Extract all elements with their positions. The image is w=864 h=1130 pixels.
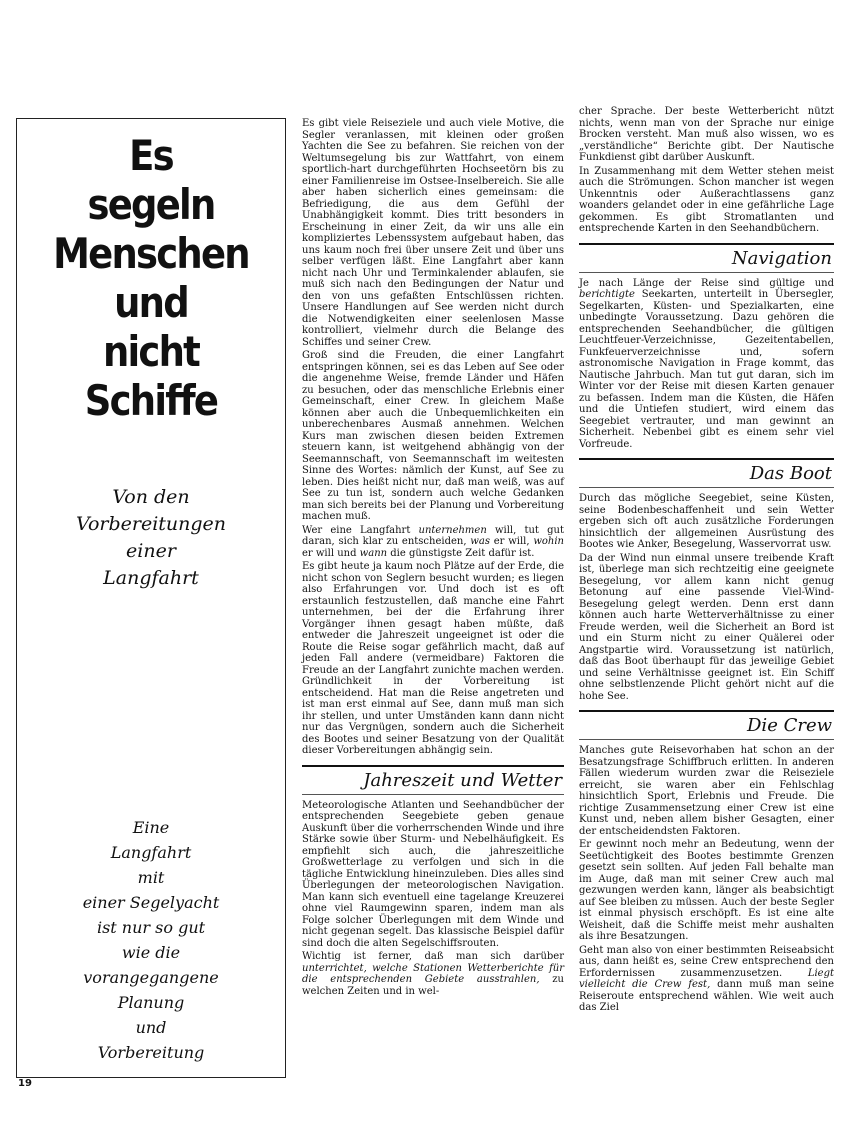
article-column-1 xyxy=(302,118,564,999)
subtitle-line: Vorbereitungen xyxy=(75,513,227,535)
quote-line: Planung xyxy=(117,993,185,1012)
paragraph: Je nach Länge der Reise sind gültige und berichtigte Seekarten, unterteilt in Übersegler, Segelkarten, Küsten- und Spezialkarten, eine unbedingte Voraussetzung. Dazu gehören die entsprechenden Seehandbücher, die gültigen Leuchtfeuer-Verzeichnisse, Gezeitentabellen, Funkfeuerverzeichnisse und, sofern astronomische Navigation in Frage kommt, das Nautische Jahrbuch. Man tut gut daran, sich im Winter vor der Reise mit diesen Karten genauer zu befassen. Indem man die Küsten, die Häfen und die Untiefen studiert, wird einem das Seegebiet vertrauter, und man gewinnt an Sicherheit. Nebenbei gibt es einem sehr viel Vorfreude. xyxy=(579,277,834,450)
headline-line: Schiffe xyxy=(84,376,218,425)
paragraph: Meteorologische Atlanten und Seehandbücher der entsprechenden Seegebiete geben genaue Auskunft über die vorherrschenden Winde und ihre Stärke sowie über Sturm- und Nebelhäufigkeit. Es empfiehlt sich auch, die jahreszeitliche Großwetterlage zu verfolgen und sich in die tägliche Entwicklung hineinzuleben. Dies alles sind Überlegungen der meteorologischen Navigation. Man kann sich eventuell eine tagelange Kreuzerei ohne viel Raumgewinn sparen, indem man als Folge solcher Überlegungen mit dem Winde und nicht gegenan segelt. Das klassische Beispiel dafür sind doch die alten Segelschiffsrouten. xyxy=(302,799,564,949)
paragraph: cher Sprache. Der beste Wetterbericht nützt nichts, wenn man von der Sprache nur einige Brocken versteht. Man muß also wissen, wo es „verständliche“ Berichte gibt. Der Nautische Funkdienst gibt darüber Auskunft. xyxy=(579,106,834,163)
paragraph: Durch das mögliche Seegebiet, seine Küsten, seine Bodenbeschaffenheit und sein Wetter ergeben sich oft auch zusätzliche Forderungen hinsichtlich der allgemeinen Ausrüstung des Bootes wie Anker, Besegelung, Wasservorrat usw. xyxy=(579,493,834,550)
section-heading-crew: Die Crew xyxy=(579,710,834,740)
page-number: 19 xyxy=(18,1078,32,1089)
quote-line: Eine xyxy=(132,818,170,837)
quote-line: vorangegangene xyxy=(83,968,219,987)
subtitle-line: Von den xyxy=(112,486,190,508)
headline-line: und xyxy=(114,278,188,327)
paragraph: Es gibt heute ja kaum noch Plätze auf der Erde, die nicht schon von Seglern besucht wurden; es liegen also Erfahrungen vor. Und doch ist es oft erstaunlich festzustellen, daß manche eine Fahrt unternehmen, bei der die Erfahrung ihrer Vorgänger ihnen gesagt haben müßte, daß entweder die Jahreszeit ungeeignet ist oder die Route die Reise sogar gefährlich macht, daß auf jeden Fall andere (vermeidbare) Faktoren die Freude an der Langfahrt zunichte machen werden. Gründlichkeit in der Vorbereitung ist entscheidend. Hat man die Reise angetreten und ist man erst einmal auf See, dann muß man sich ihr stellen, und unter Umständen kann dann nicht nur das Vergnügen, sondern auch die Sicherheit des Bootes und seiner Besatzung von der Qualität dieser Vorbereitungen abhängig sein. xyxy=(302,561,564,756)
section-heading-jahreszeit: Jahreszeit und Wetter xyxy=(302,765,564,795)
article-column-2 xyxy=(579,106,834,1016)
paragraph: Wer eine Langfahrt unternehmen will, tut gut daran, sich klar zu entscheiden, was er will, wohin er will und wann die günstigste Zeit dafür ist. xyxy=(302,524,564,559)
paragraph: In Zusammenhang mit dem Wetter stehen meist auch die Strömungen. Schon mancher ist wegen Unkenntnis oder Außerachtlassens ganz woanders gelandet oder in eine gefährliche Lage gekommen. Es gibt Stromatlanten und entsprechende Karten in den Seehandbüchern. xyxy=(579,165,834,234)
headline-line: segeln xyxy=(87,180,215,229)
quote-line: Vorbereitung xyxy=(97,1043,205,1062)
quote-line: Langfahrt xyxy=(110,843,192,862)
subtitle xyxy=(17,484,285,592)
title-box xyxy=(16,118,286,1078)
headline xyxy=(33,131,269,425)
paragraph: Es gibt viele Reiseziele und auch viele Motive, die Segler veranlassen, mit kleinen oder großen Yachten die See zu befahren. Sie reichen von der Weltumsegelung bis zur Wattfahrt, von einem sportlich-hart durchgeführten Hochseetörn bis zu einer Familienreise im Ostsee-Inselbereich. Sie alle aber haben sicherlich eines gemeinsam: die Befriedigung, die aus dem Gefühl der Unabhängigkeit kommt. Dies tritt besonders in Erscheinung in einer Zeit, da wir uns alle ein kompliziertes Lebenssystem aufgebaut haben, das uns kaum noch frei über unsere Zeit und über uns selber verfügen läßt. Eine Langfahrt aber kann nicht nach Uhr und Terminkalender ablaufen, sie muß sich nach den Bedingungen der Natur und den von uns gefaßten Entschlüssen richten. Unsere Handlungen auf See werden nicht durch die Notwendigkeiten einer seelenlosen Masse kontrolliert, vielmehr durch die Belange des Schiffes und seiner Crew. xyxy=(302,118,564,348)
paragraph: Wichtig ist ferner, daß man sich darüber unterrichtet, welche Stationen Wetterberichte für die entsprechenden Gebiete ausstrahlen, zu welchen Zeiten und in wel- xyxy=(302,951,564,997)
paragraph: Groß sind die Freuden, die einer Langfahrt entspringen können, sei es das Leben auf See oder die angenehme Weise, fremde Länder und Häfen zu besuchen, oder das menschliche Erlebnis einer Gemeinschaft, einer Crew. In gleichem Maße können aber auch die Unbequemlichkeiten ein unberechenbares Ausmaß annehmen. Welchen Kurs man zwischen diesen beiden Extremen steuern kann, ist weitgehend abhängig von der Seemannschaft, von Seemannschaft im weitesten Sinne des Wortes: nämlich der Kunst, auf See zu leben. Dies heißt nicht nur, daß man weiß, was auf See zu tun ist, sondern auch welche Gedanken man sich bereits bei der Planung und Vorbereitung machen muß. xyxy=(302,350,564,522)
headline-line: nicht xyxy=(102,327,200,376)
quote-line: wie die xyxy=(121,943,181,962)
quote-line: einer Segelyacht xyxy=(82,893,220,912)
headline-line: Menschen xyxy=(53,229,249,278)
paragraph: Geht man also von einer bestimmten Reiseabsicht aus, dann heißt es, seine Crew entsprechend den Erfordernissen zusammenzusetzen. Liegt vielleicht die Crew fest, dann muß man seine Reiseroute entsprechend wählen. Wie weit auch das Ziel xyxy=(579,944,834,1013)
quote-line: ist nur so gut xyxy=(96,918,206,937)
subtitle-line: Langfahrt xyxy=(103,567,199,589)
paragraph: Er gewinnt noch mehr an Bedeutung, wenn der Seetüchtigkeit des Bootes bestimmte Grenzen gesetzt sein sollten. Auf jeden Fall behalte man im Auge, daß man mit seiner Crew auch mal gezwungen werden kann, länger als beabsichtigt auf See bleiben zu müssen. Auch der beste Segler ist einmal physisch erschöpft. Es ist eine alte Weisheit, daß die Schiffe meist mehr aushalten als ihre Besatzungen. xyxy=(579,839,834,942)
section-heading-navigation: Navigation xyxy=(579,243,834,273)
paragraph: Da der Wind nun einmal unsere treibende Kraft ist, überlege man sich rechtzeitig eine geeignete Besegelung, vor allem kann nicht genug Betonung auf eine passende Viel-Wind-Besegelung gelegt werden. Denn erst dann können auch harte Wetterverhältnisse zu einer Freude werden, weil die Sicherheit an Bord ist und ein Sturm nicht zu einer Quälerei oder Angstpartie wird. Voraussetzung ist natürlich, daß das Boot überhaupt für das jeweilige Gebiet und seine Verhältnisse geeignet ist. Ein Schiff ohne selbstlenzende Plicht gehört nicht auf die hohe See. xyxy=(579,552,834,702)
quote-line: mit xyxy=(137,868,165,887)
paragraph: Manches gute Reisevorhaben hat schon an der Besatzungsfrage Schiffbruch erlitten. In anderen Fällen wiederum wurden zwar die Reiseziele erreicht, sie waren aber ein Fehlschlag hinsichtlich Sport, Erlebnis und Freude. Die richtige Zusammensetzung einer Crew ist eine Kunst und, neben allem bisher Gesagten, einer der entscheidendsten Faktoren. xyxy=(579,745,834,837)
headline-line: Es xyxy=(129,131,173,180)
pull-quote xyxy=(17,815,285,1065)
quote-line: und xyxy=(135,1018,167,1037)
subtitle-line: einer xyxy=(126,540,176,562)
section-heading-boot: Das Boot xyxy=(579,458,834,488)
